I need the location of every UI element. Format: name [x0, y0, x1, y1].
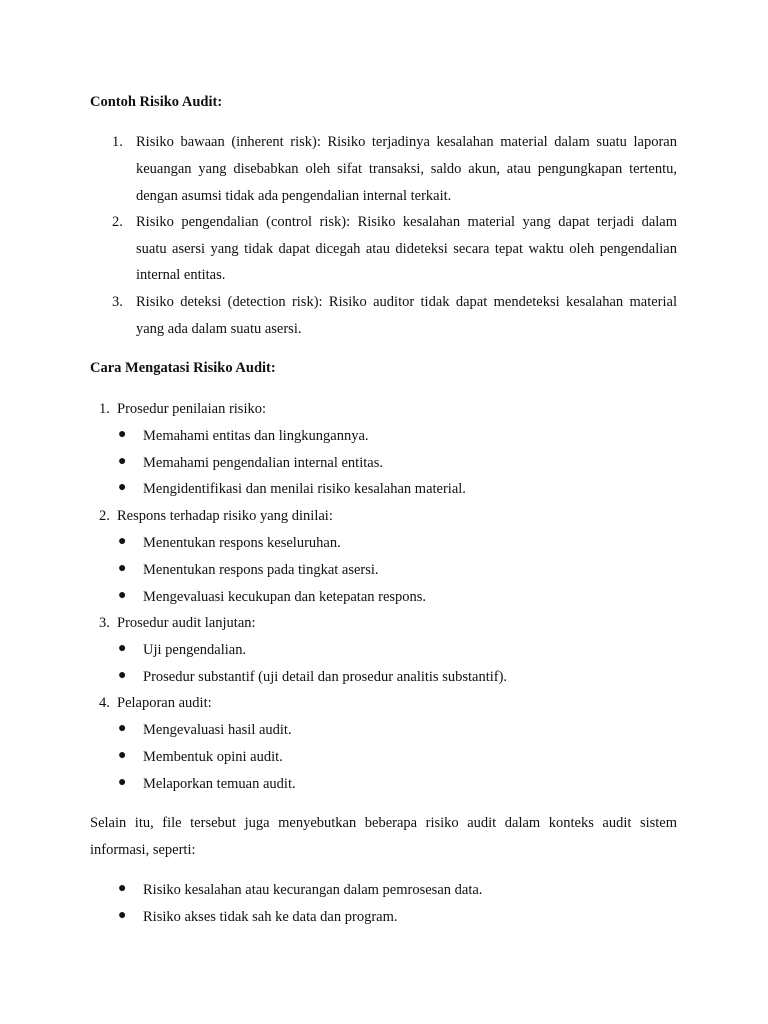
- paragraph-text: informasi, seperti:: [90, 842, 196, 858]
- bullet-icon: ●: [118, 454, 127, 469]
- list-number: 4.: [99, 695, 110, 711]
- bullet-icon: ●: [118, 721, 127, 736]
- bullet-icon: ●: [118, 588, 127, 603]
- list-number: 1.: [112, 134, 123, 150]
- list-item-text: yang ada dalam suatu asersi.: [136, 321, 302, 337]
- bullet-icon: ●: [118, 775, 127, 790]
- bullet-item: Membentuk opini audit.: [143, 749, 283, 765]
- list-item-text: keuangan yang disebabkan oleh sifat transaksi, saldo akun, atau pengungkapan tertentu,: [136, 161, 677, 177]
- bullet-icon: ●: [118, 748, 127, 763]
- bullet-item: Uji pengendalian.: [143, 642, 247, 658]
- group-label: Pelaporan audit:: [117, 695, 212, 711]
- heading-cara-mengatasi-risiko-audit: Cara Mengatasi Risiko Audit:: [90, 360, 276, 376]
- bullet-item: Menentukan respons keseluruhan.: [143, 535, 341, 551]
- list-item-text: dengan asumsi tidak ada pengendalian internal terkait.: [136, 188, 452, 204]
- group-label: Prosedur penilaian risiko:: [117, 401, 267, 417]
- bullet-item: Mengevaluasi kecukupan dan ketepatan respons.: [143, 589, 427, 605]
- bullet-icon: ●: [118, 480, 127, 495]
- list-number: 1.: [99, 401, 110, 417]
- bullet-item: Memahami pengendalian internal entitas.: [143, 455, 383, 471]
- bullet-icon: ●: [118, 561, 127, 576]
- list-item-text: suatu asersi yang tidak dapat dicegah atau dideteksi secara tepat waktu oleh pengendalian: [136, 241, 677, 257]
- list-number: 2.: [112, 214, 123, 230]
- group-label: Respons terhadap risiko yang dinilai:: [117, 508, 333, 524]
- list-item-text: Risiko deteksi (detection risk): Risiko auditor tidak dapat mendeteksi kesalahan material: [136, 294, 677, 310]
- list-number: 2.: [99, 508, 110, 524]
- bullet-icon: ●: [118, 427, 127, 442]
- bullet-item: Prosedur substantif (uji detail dan prosedur analitis substantif).: [143, 669, 508, 685]
- heading-contoh-risiko-audit: Contoh Risiko Audit:: [90, 94, 223, 110]
- bullet-icon: ●: [118, 908, 127, 923]
- bullet-item: Melaporkan temuan audit.: [143, 776, 296, 792]
- bullet-icon: ●: [118, 534, 127, 549]
- list-item-text: Risiko pengendalian (control risk): Risiko kesalahan material yang dapat terjadi dalam: [136, 214, 677, 230]
- bullet-item: Risiko kesalahan atau kecurangan dalam pemrosesan data.: [143, 882, 483, 898]
- bullet-item: Mengidentifikasi dan menilai risiko kesalahan material.: [143, 481, 466, 497]
- bullet-item: Risiko akses tidak sah ke data dan program.: [143, 909, 398, 925]
- bullet-item: Memahami entitas dan lingkungannya.: [143, 428, 369, 444]
- bullet-item: Mengevaluasi hasil audit.: [143, 722, 292, 738]
- bullet-icon: ●: [118, 881, 127, 896]
- list-item-text: internal entitas.: [136, 267, 226, 283]
- bullet-icon: ●: [118, 668, 127, 683]
- list-item-text: Risiko bawaan (inherent risk): Risiko terjadinya kesalahan material dalam suatu laporan: [136, 134, 677, 150]
- bullet-icon: ●: [118, 641, 127, 656]
- group-label: Prosedur audit lanjutan:: [117, 615, 256, 631]
- paragraph-text: Selain itu, file tersebut juga menyebutkan beberapa risiko audit dalam konteks audit sistem: [90, 815, 677, 831]
- list-number: 3.: [112, 294, 123, 310]
- list-number: 3.: [99, 615, 110, 631]
- bullet-item: Menentukan respons pada tingkat asersi.: [143, 562, 379, 578]
